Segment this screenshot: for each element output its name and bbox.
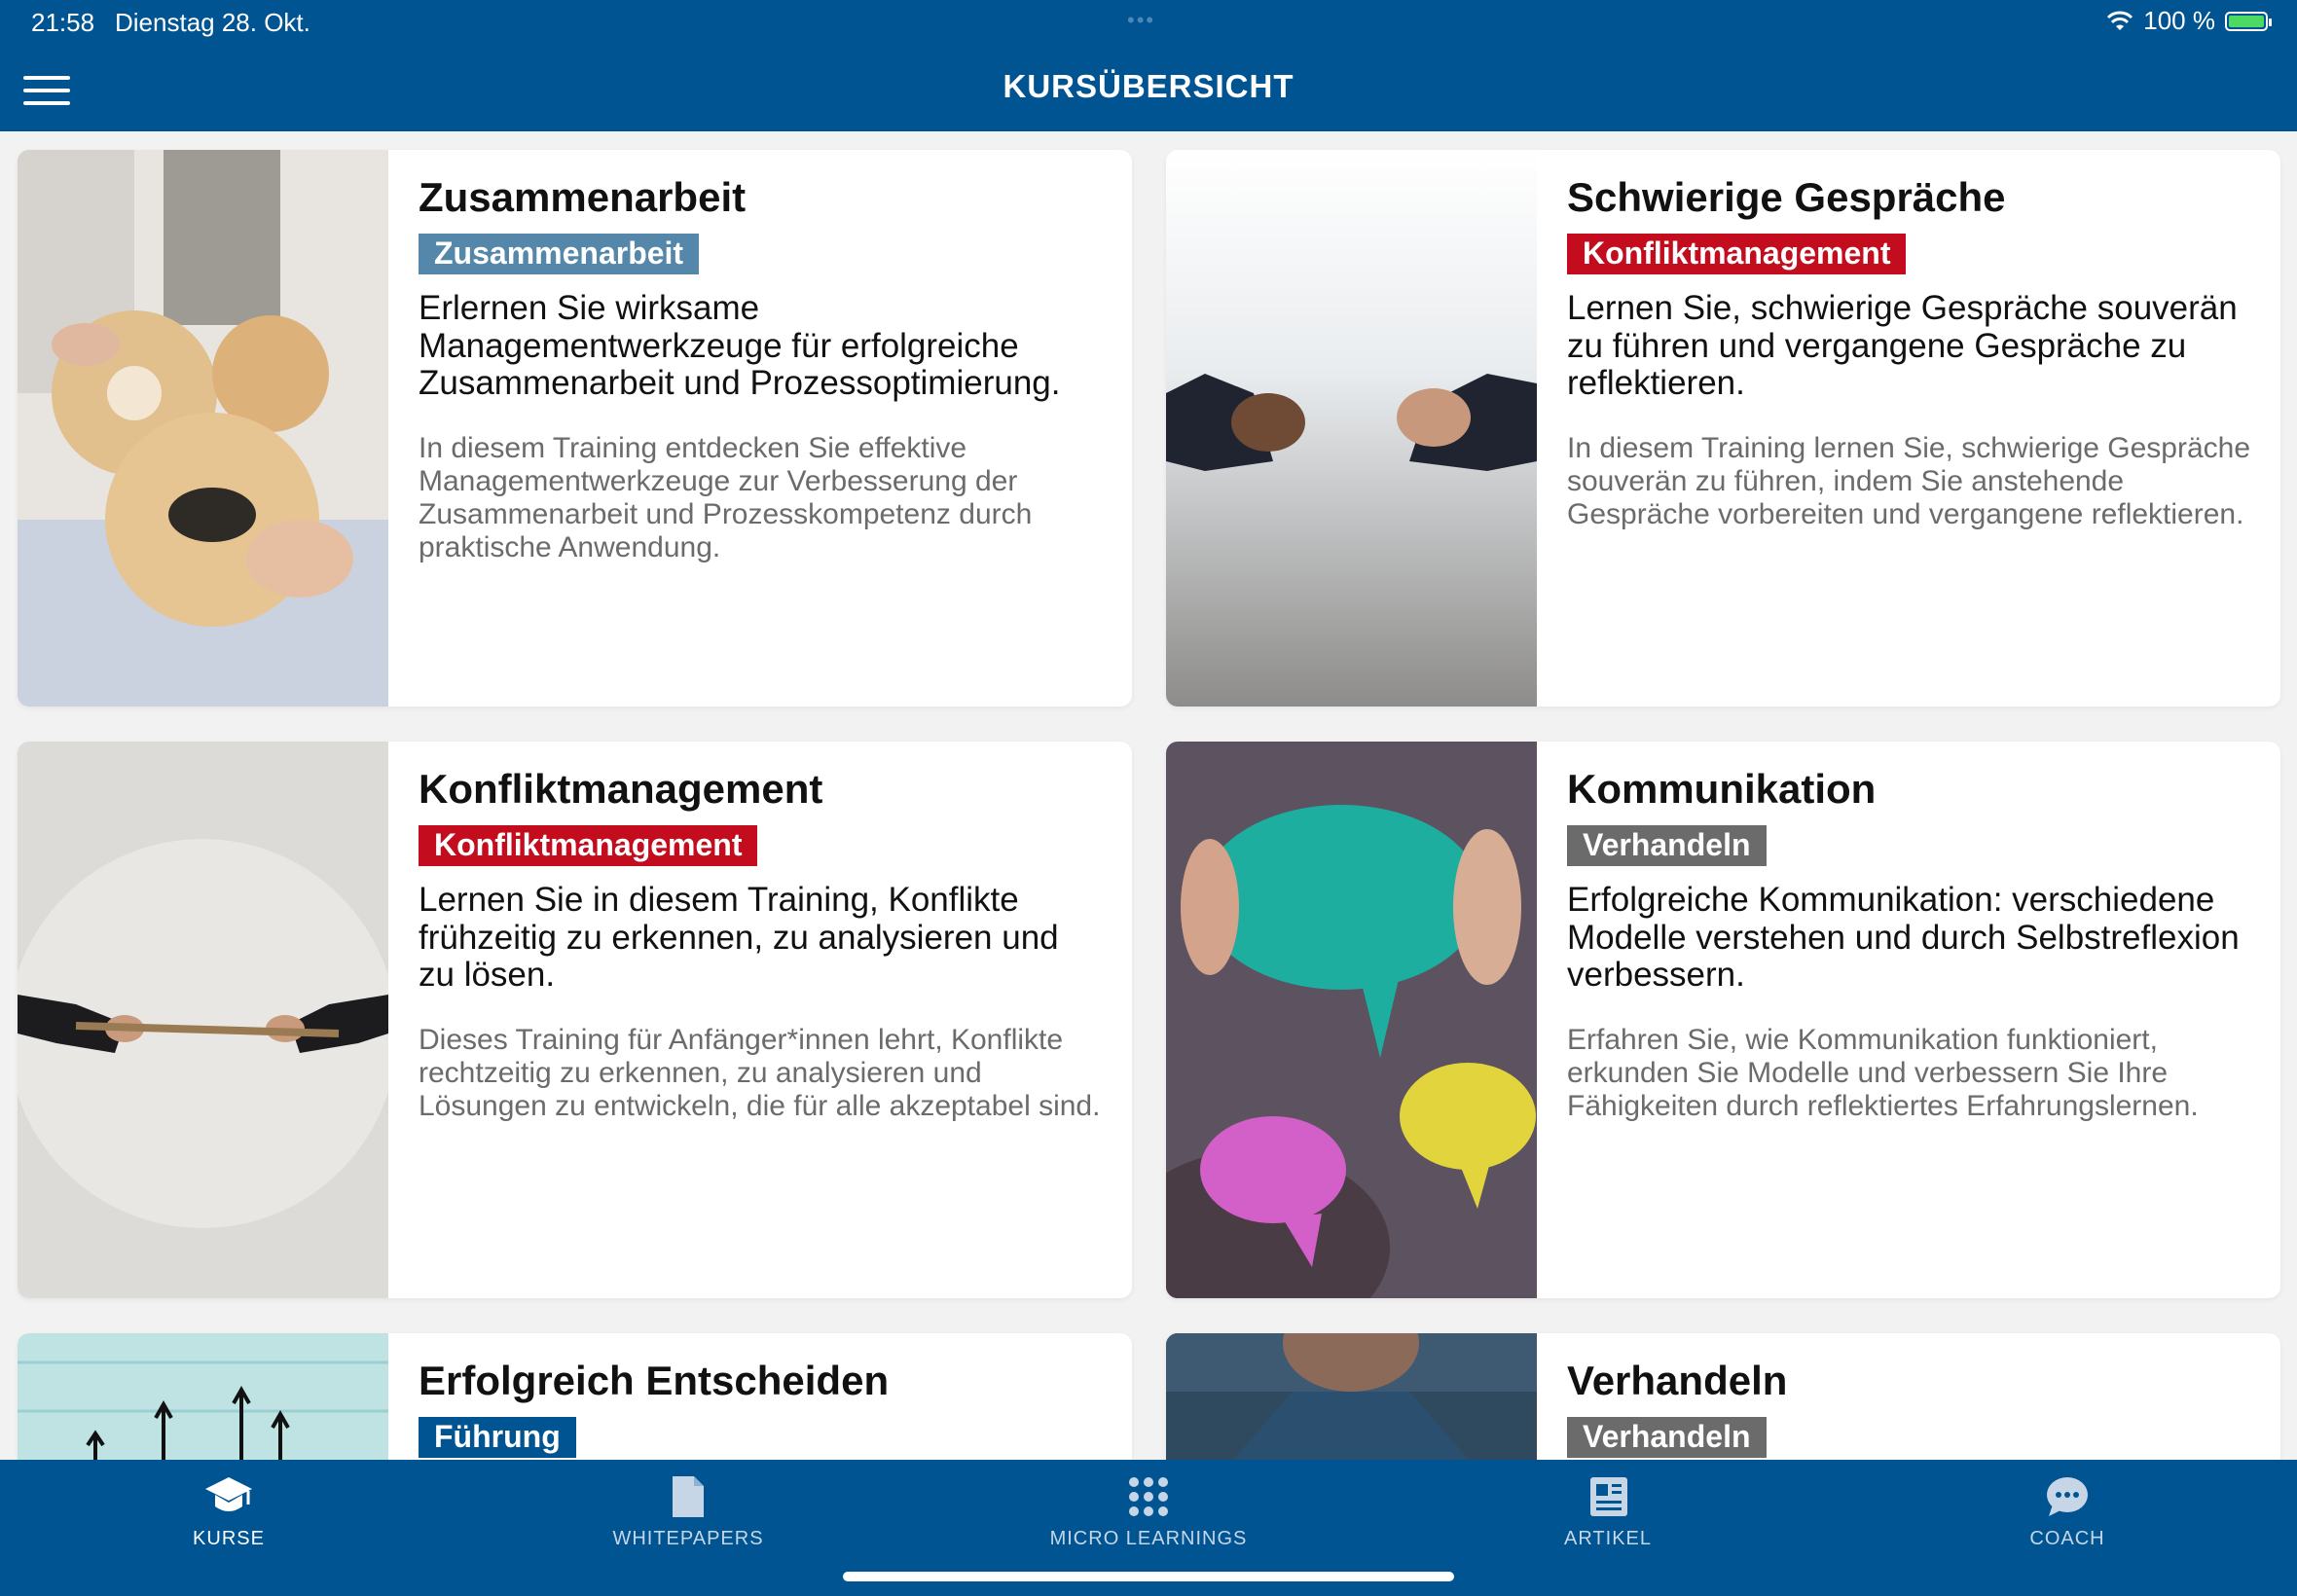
status-time: 21:58 — [31, 8, 95, 37]
course-description: Erfahren Sie, wie Kommunikation funktioniert, erkunden Sie Modelle und verbessern Sie Ihre Fähigkeiten durch reflektiertes Erfahrungslernen. — [1567, 1023, 2199, 1122]
battery-percent: 100 % — [2143, 6, 2215, 35]
page-title: KURSÜBERSICHT — [1003, 68, 1294, 104]
document-icon — [532, 1471, 844, 1522]
tab-label: WHITEPAPERS — [612, 1528, 764, 1549]
multitasking-dots-icon[interactable]: ••• — [1127, 8, 1156, 32]
course-image-hands-table — [1166, 150, 1537, 707]
course-title: Erfolgreich Entscheiden — [419, 1358, 890, 1403]
battery-icon — [2225, 12, 2268, 31]
tab-micro-learnings[interactable] — [993, 1471, 1304, 1550]
course-list[interactable] — [0, 131, 2297, 1460]
course-summary: Erlernen Sie wirksame Managementwerkzeuge für erfolgreiche Zusammenarbeit und Prozessoptimierung. — [419, 289, 1061, 403]
course-description: In diesem Training lernen Sie, schwierige Gespräche souverän zu führen, indem Sie anstehende Gespräche vorbereiten und vergangene reflektieren. — [1567, 431, 2251, 530]
course-card-konfliktmanagement[interactable] — [18, 742, 1132, 1298]
course-summary: Lernen Sie, schwierige Gespräche souverän zu führen und vergangene Gespräche zu reflektieren. — [1567, 289, 2238, 403]
tab-artikel[interactable] — [1452, 1471, 1764, 1550]
tab-whitepapers[interactable] — [532, 1471, 844, 1550]
course-card-erfolgreich-entscheiden[interactable] — [18, 1333, 1132, 1460]
course-summary: Lernen Sie in diesem Training, Konflikte frühzeitig zu erkennen, zu analysieren und zu lösen. — [419, 881, 1059, 995]
tab-kurse[interactable] — [73, 1471, 384, 1550]
course-card-zusammenarbeit[interactable] — [18, 150, 1132, 707]
newspaper-icon — [1452, 1471, 1764, 1522]
course-category-tag: Konfliktmanagement — [1567, 234, 1906, 274]
course-card-verhandeln[interactable] — [1166, 1333, 2280, 1460]
course-title: Verhandeln — [1567, 1358, 1788, 1403]
course-description: In diesem Training entdecken Sie effektive Managementwerkzeuge zur Verbesserung der Zusammenarbeit und Prozesskompetenz durch praktische Anwendung. — [419, 431, 1033, 563]
tab-label: KURSE — [193, 1528, 265, 1549]
course-image-speech-bubbles — [1166, 742, 1537, 1298]
course-image-person — [1166, 1333, 1537, 1460]
tab-label: ARTIKEL — [1564, 1528, 1652, 1549]
course-category-tag: Konfliktmanagement — [419, 825, 757, 866]
course-category-tag: Führung — [419, 1417, 576, 1458]
chat-bubble-icon — [1912, 1471, 2223, 1522]
course-image-tug-of-war — [18, 742, 388, 1298]
course-image-gears — [18, 150, 388, 707]
status-date: Dienstag 28. Okt. — [115, 8, 310, 37]
course-category-tag: Zusammenarbeit — [419, 234, 699, 274]
course-title: Schwierige Gespräche — [1567, 174, 2006, 220]
graduation-cap-icon — [73, 1471, 384, 1522]
course-card-kommunikation[interactable] — [1166, 742, 2280, 1298]
course-card-schwierige-gespraeche[interactable] — [1166, 150, 2280, 707]
course-title: Konfliktmanagement — [419, 766, 823, 812]
wifi-icon — [2106, 11, 2133, 32]
tab-label: COACH — [2029, 1528, 2105, 1549]
course-image-arrows — [18, 1333, 388, 1460]
status-indicators — [2106, 6, 2268, 36]
app-header — [0, 0, 2297, 131]
course-title: Kommunikation — [1567, 766, 1877, 812]
course-summary: Erfolgreiche Kommunikation: verschiedene Modelle verstehen und durch Selbstreflexion verbessern. — [1567, 881, 2240, 995]
home-indicator[interactable] — [843, 1572, 1454, 1581]
course-category-tag: Verhandeln — [1567, 825, 1767, 866]
tab-coach[interactable] — [1912, 1471, 2223, 1550]
course-description: Dieses Training für Anfänger*innen lehrt, Konflikte rechtzeitig zu erkennen, zu analysieren und Lösungen zu entwickeln, die für alle akzeptabel sind. — [419, 1023, 1101, 1122]
tab-label: MICRO LEARNINGS — [1049, 1528, 1248, 1549]
course-category-tag: Verhandeln — [1567, 1417, 1767, 1458]
grid-dots-icon — [993, 1471, 1304, 1522]
course-title: Zusammenarbeit — [419, 174, 747, 220]
